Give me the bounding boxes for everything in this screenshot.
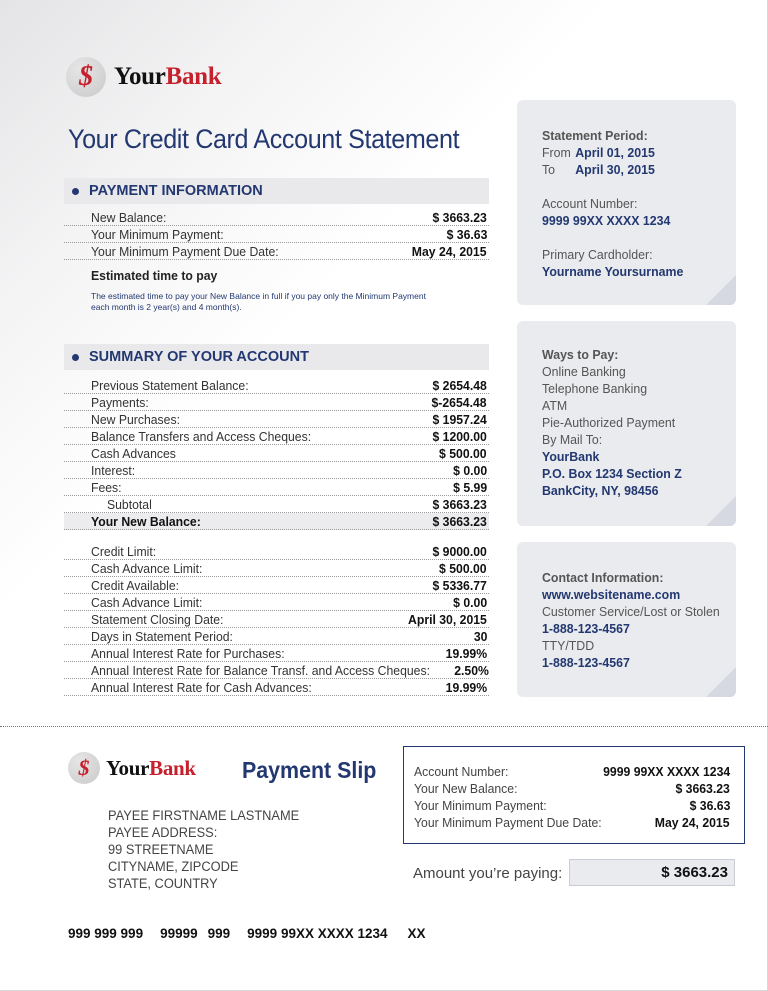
list-item: ATM [542,398,568,413]
estimated-time-note: The estimated time to pay your New Balance in full if you pay only the Minimum Payment each month is 2 year(s) and 4 month(s). [91,291,426,312]
row-value: $ 0.00 [453,595,487,610]
table-row [414,763,730,780]
row-label: Subtotal [106,497,152,512]
table-row [64,543,489,560]
row-label: Balance Transfers and Access Cheques: [91,429,312,444]
from-label: From [542,145,571,160]
slip-bank-logo [68,752,196,784]
row-value: $ 36.63 [446,227,487,242]
row-value: $ 5336.77 [432,578,487,593]
table-row [64,611,489,628]
row-value: $ 2654.48 [432,378,487,393]
amount-paying-label: Amount you’re paying: [413,865,563,882]
limits-rows [64,543,489,696]
row-label: Your Minimum Payment Due Date: [414,815,602,830]
row-label: Previous Statement Balance: [91,378,249,393]
payee-line: STATE, COUNTRY [108,876,218,891]
row-label: Cash Advances [91,446,176,461]
table-row [64,594,489,611]
row-value: May 24, 2015 [412,244,487,259]
contact-heading: Contact Information: [542,570,664,585]
brand-part2: Bank [165,63,222,90]
table-row [64,226,489,243]
ways-to-pay-panel [517,321,736,526]
row-label: Cash Advance Limit: [91,561,203,576]
summary-heading-text: SUMMARY OF YOUR ACCOUNT [89,349,309,365]
row-label: Days in Statement Period: [91,629,233,644]
mail-address-line: P.O. Box 1234 Section Z [542,466,682,481]
list-item: Pie-Authorized Payment [542,415,676,430]
list-item: Online Banking [542,364,626,379]
period-to [542,161,726,178]
row-label: Statement Closing Date: [91,612,224,627]
period-from [542,144,726,161]
table-row [64,662,489,679]
micr-code: 999 999 999 [68,926,144,941]
table-row [64,462,489,479]
slip-summary-box [403,746,745,844]
brand-part1: Your [114,63,166,90]
brand-part2: Bank [149,755,196,780]
mail-address-line: BankCity, NY, 98456 [542,483,659,498]
row-value: 30 [473,629,487,644]
tear-off-line [0,726,768,727]
to-value: April 30, 2015 [575,162,655,177]
table-row [64,394,489,411]
website-link: www.websitename.com [542,587,681,602]
row-value: 19.99% [445,680,487,695]
row-value: 19.99% [445,646,487,661]
brand-name [114,63,221,91]
row-label: Your Minimum Payment Due Date: [91,244,279,259]
micr-code: 9999 99XX XXXX 1234 [247,926,388,941]
service-phone: 1-888-123-4567 [542,621,630,636]
micr-code: 99999 [160,926,198,941]
table-row [64,645,489,662]
row-label: Credit Limit: [91,544,157,559]
contact-panel [517,542,736,697]
row-value: $ 36.63 [689,798,730,813]
table-row [64,428,489,445]
row-label: Interest: [91,463,136,478]
row-value: April 30, 2015 [408,612,487,627]
payee-line: CITYNAME, ZIPCODE [108,859,239,874]
bank-logo [66,57,221,97]
row-value: 9999 99XX XXXX 1234 [602,764,730,779]
cardholder-value: Yourname Yoursurname [542,264,684,279]
account-number-value: 9999 99XX XXXX 1234 [542,213,671,228]
micr-line [68,926,426,941]
table-row [64,479,489,496]
page-title: Your Credit Card Account Statement [68,124,460,154]
row-value: $ 3663.23 [432,210,487,225]
dollar-logo-icon: $ [66,57,106,97]
table-row [64,560,489,577]
row-value: $ 1200.00 [432,429,487,444]
payment-slip-title: Payment Slip [242,757,377,783]
row-value: $ 0.00 [453,463,487,478]
amount-paying-value: $ 3663.23 [661,864,728,881]
row-label: Account Number: [414,764,509,779]
table-row [414,797,730,814]
bullet-icon [72,354,79,361]
tty-label: TTY/TDD [542,638,595,653]
table-row [64,209,489,226]
from-value: April 01, 2015 [575,145,655,160]
cardholder-label: Primary Cardholder: [542,247,653,262]
statement-period-label: Statement Period: [542,128,648,143]
table-row [414,780,730,797]
table-row [64,411,489,428]
row-value: $ 5.99 [453,480,487,495]
table-row [64,679,489,696]
ways-to-pay-heading: Ways to Pay: [542,347,619,362]
row-value: $ 500.00 [439,561,487,576]
payment-info-heading-text: PAYMENT INFORMATION [89,183,263,199]
row-label: Your Minimum Payment: [91,227,224,242]
payee-line: PAYEE FIRSTNAME LASTNAME [108,808,300,823]
new-balance-row [64,513,489,530]
row-label: Annual Interest Rate for Cash Advances: [91,680,312,695]
table-row [414,814,730,831]
row-value: 2.50% [453,663,489,678]
row-label: Fees: [91,480,122,495]
micr-code: 999 [207,926,231,941]
row-value: $ 1957.24 [432,412,487,427]
row-label: New Purchases: [91,412,180,427]
row-label: Payments: [91,395,149,410]
row-label: Your Minimum Payment: [414,798,547,813]
summary-heading [64,344,489,370]
panel-corner-fold [706,275,736,305]
row-value: $ 3663.23 [432,514,487,529]
service-label: Customer Service/Lost or Stolen [542,604,720,619]
panel-corner-fold [706,667,736,697]
row-label: Your New Balance: [414,781,518,796]
summary-rows [64,377,489,530]
payment-info-rows [64,209,489,260]
row-label: Cash Advance Limit: [91,595,203,610]
mail-address-line: YourBank [542,449,600,464]
subtotal-row [64,496,489,513]
list-item: Telephone Banking [542,381,648,396]
list-item: By Mail To: [542,432,603,447]
brand-part1: Your [106,755,150,780]
row-value: $ 500.00 [439,446,487,461]
table-row [64,445,489,462]
account-number-label: Account Number: [542,196,638,211]
amount-paying-field[interactable] [569,859,735,886]
statement-info-panel [517,100,736,305]
table-row [64,577,489,594]
dollar-logo-icon: $ [68,752,100,784]
row-value: May 24, 2015 [655,815,730,830]
row-value: $ 3663.23 [432,497,487,512]
row-value: $ 3663.23 [675,781,730,796]
payment-info-heading [64,178,489,204]
row-label: Your New Balance: [91,514,201,529]
row-label: Annual Interest Rate for Balance Transf. and Access Cheques: [91,663,430,678]
brand-name [106,756,196,781]
row-label: Annual Interest Rate for Purchases: [91,646,285,661]
row-label: Credit Available: [91,578,180,593]
row-value: $ 9000.00 [432,544,487,559]
table-row [64,628,489,645]
row-label: New Balance: [91,210,167,225]
micr-code: XX [407,926,426,941]
payee-address [108,807,309,892]
row-value: $-2654.48 [431,395,487,410]
table-row [64,377,489,394]
tty-phone: 1-888-123-4567 [542,655,630,670]
bullet-icon [72,188,79,195]
estimated-time-title: Estimated time to pay [91,268,218,283]
panel-corner-fold [706,496,736,526]
table-row [64,243,489,260]
payee-line: 99 STREETNAME [108,842,214,857]
to-label: To [542,162,556,177]
payee-line: PAYEE ADDRESS: [108,825,218,840]
